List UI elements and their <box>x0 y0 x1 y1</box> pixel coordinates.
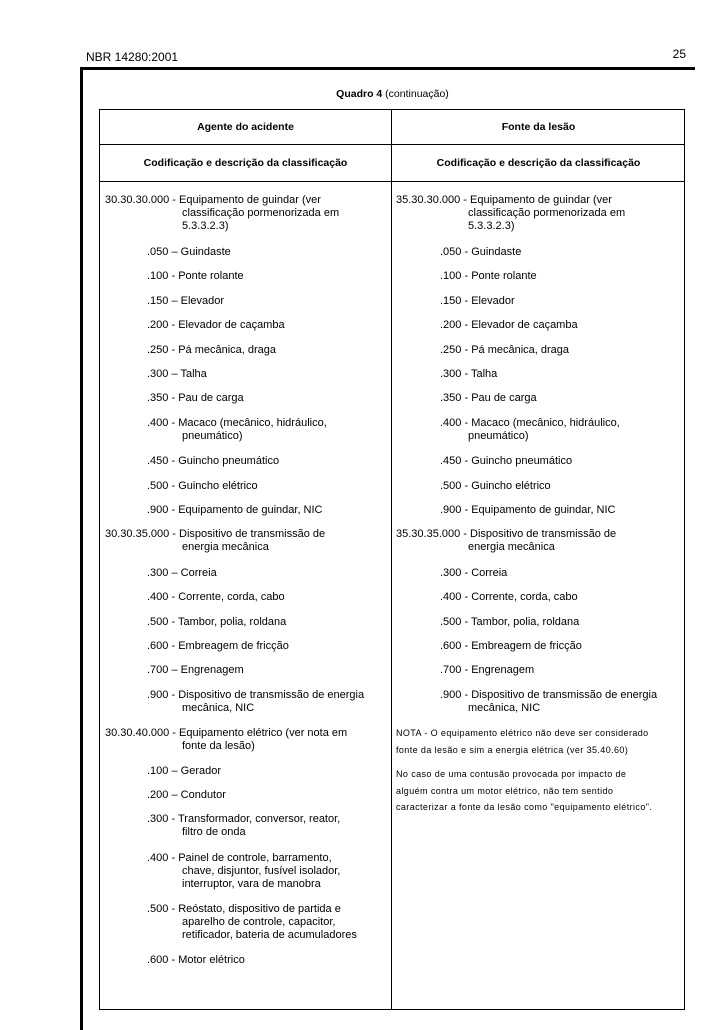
item-code: .100 - <box>440 270 472 282</box>
item-code: .900 - <box>440 504 472 516</box>
item-line <box>440 295 515 308</box>
list-item <box>440 567 507 580</box>
item-line <box>147 567 217 580</box>
list-item <box>147 591 285 604</box>
item-line <box>105 727 347 740</box>
item-code: .600 - <box>440 640 472 652</box>
list-item <box>147 455 279 468</box>
col-header-agente: Agente do acidente <box>197 121 294 133</box>
item-continuation: mecânica, NIC <box>182 702 255 714</box>
list-item <box>440 344 569 357</box>
item-text: Correia <box>180 567 217 579</box>
item-continuation: pneumático) <box>468 430 529 442</box>
item-text: Embreagem de fricção <box>471 640 582 652</box>
item-text: Painel de controle, barramento, <box>178 852 332 864</box>
item-code: .150 – <box>147 295 181 307</box>
item-text: Equipamento de guindar, NIC <box>178 504 323 516</box>
item-text: Guindaste <box>180 246 231 258</box>
header-rule <box>80 67 695 70</box>
item-code: .500 - <box>440 616 471 628</box>
item-code: .400 - <box>147 591 179 603</box>
item-code: .700 - <box>440 664 472 676</box>
item-line <box>147 455 279 468</box>
item-text: Ponte rolante <box>178 270 244 282</box>
item-line <box>147 504 323 517</box>
item-code: .250 - <box>147 344 179 356</box>
item-continuation: 5.3.3.2.3) <box>182 220 229 232</box>
list-item <box>147 640 289 653</box>
item-text: Transformador, conversor, reator, <box>178 813 341 825</box>
item-text: Ponte rolante <box>471 270 537 282</box>
item-code: .200 - <box>147 319 179 331</box>
item-code: .300 – <box>147 368 181 380</box>
item-line <box>147 903 357 916</box>
item-line <box>147 392 244 405</box>
item-code: .600 - <box>147 640 179 652</box>
list-item <box>147 567 217 580</box>
list-item <box>440 319 578 332</box>
item-continuation: aparelho de controle, capacitor, <box>182 916 336 928</box>
item-text: Guincho pneumático <box>471 455 573 467</box>
item-code: .100 – <box>147 765 181 777</box>
item-line <box>147 319 285 332</box>
item-line <box>147 789 226 802</box>
item-text: Pá mecânica, draga <box>471 344 570 356</box>
item-continuation: interruptor, vara de manobra <box>182 878 321 890</box>
item-line <box>147 295 224 308</box>
item-continuation: 5.3.3.2.3) <box>468 220 515 232</box>
item-text: Embreagem de fricção <box>178 640 289 652</box>
item-line <box>147 270 244 283</box>
item-code: 30.30.30.000 - <box>105 194 180 206</box>
item-line <box>440 567 507 580</box>
item-continuation: pneumático) <box>182 430 243 442</box>
item-line <box>147 480 258 493</box>
list-item <box>147 246 231 259</box>
item-code: .600 - <box>147 954 179 966</box>
item-code: .050 - <box>440 246 472 258</box>
item-continuation: fonte da lesão) <box>182 740 255 752</box>
item-text: Elevador <box>471 295 515 307</box>
list-item <box>440 640 582 653</box>
subheader-right: Codificação e descrição da classificação <box>436 157 641 169</box>
list-item <box>147 270 244 283</box>
item-code: .300 - <box>440 368 471 380</box>
list-item <box>147 480 258 493</box>
item-code: .900 - <box>440 689 472 701</box>
item-continuation: energia mecânica <box>468 541 555 553</box>
item-line <box>147 344 276 357</box>
item-line <box>440 640 582 653</box>
item-code: .250 - <box>440 344 472 356</box>
item-text: Pá mecânica, draga <box>178 344 277 356</box>
item-text: Reóstato, dispositivo de partida e <box>178 903 341 915</box>
item-line <box>147 765 221 778</box>
item-text: Equipamento de guindar, NIC <box>471 504 616 516</box>
item-code: .350 - <box>440 392 472 404</box>
list-item <box>147 954 245 967</box>
item-code: .500 - <box>147 480 179 492</box>
item-line <box>147 689 364 702</box>
item-code: 35.30.30.000 - <box>396 194 471 206</box>
list-item <box>105 528 325 554</box>
list-item <box>440 295 515 308</box>
item-line <box>396 528 616 541</box>
list-item <box>147 789 226 802</box>
list-item <box>147 392 244 405</box>
page-number: 25 <box>672 47 686 61</box>
list-item <box>147 616 286 629</box>
list-item <box>147 689 364 715</box>
list-item <box>147 903 357 942</box>
list-item <box>147 319 285 332</box>
caption-title: Quadro 4 <box>336 88 383 100</box>
list-item <box>147 664 244 677</box>
item-line <box>440 246 521 259</box>
list-item <box>440 417 620 443</box>
list-item <box>147 344 276 357</box>
nota-line: fonte da lesão e sim a energia elétrica (ver 35.40.60) <box>396 745 629 755</box>
item-text: Correia <box>471 567 508 579</box>
item-text: Elevador de caçamba <box>178 319 285 331</box>
row-divider <box>100 181 684 182</box>
item-text: Elevador de caçamba <box>471 319 578 331</box>
item-text: Engrenagem <box>180 664 244 676</box>
item-line <box>440 392 537 405</box>
item-code: .400 - <box>147 417 179 429</box>
item-line <box>440 417 620 430</box>
list-item <box>147 765 221 778</box>
item-line <box>440 689 657 702</box>
item-line <box>147 368 207 381</box>
item-text: Guindaste <box>471 246 522 258</box>
item-text: Gerador <box>180 765 221 777</box>
item-code: .100 - <box>147 270 179 282</box>
list-item <box>105 194 339 233</box>
nota-line: No caso de uma contusão provocada por impacto de <box>396 769 627 779</box>
list-item <box>147 852 340 891</box>
list-item <box>440 664 534 677</box>
item-text: Dispositivo de transmissão de energia <box>471 689 658 701</box>
list-item <box>440 504 616 517</box>
list-item <box>440 270 537 283</box>
item-line <box>147 640 289 653</box>
item-code: .200 - <box>440 319 472 331</box>
item-code: 30.30.35.000 - <box>105 528 180 540</box>
table-caption <box>100 88 685 100</box>
list-item <box>396 194 625 233</box>
item-line <box>440 664 534 677</box>
classification-table <box>99 109 685 1010</box>
item-line <box>440 455 572 468</box>
item-line <box>440 480 551 493</box>
item-line <box>147 664 244 677</box>
list-item <box>440 591 578 604</box>
item-continuation: chave, disjuntor, fusível isolador, <box>182 865 341 877</box>
item-line <box>396 194 625 207</box>
item-line <box>440 616 579 629</box>
item-text: Dispositivo de transmissão de <box>179 528 326 540</box>
caption-suffix: (continuação) <box>382 88 449 100</box>
item-text: Corrente, corda, cabo <box>471 591 578 603</box>
item-line <box>440 319 578 332</box>
col-header-fonte: Fonte da lesão <box>501 121 576 133</box>
item-code: .900 - <box>147 504 179 516</box>
item-line <box>147 813 340 826</box>
item-continuation: classificação pormenorizada em <box>468 207 626 219</box>
item-text: Equipamento de guindar (ver <box>179 194 321 206</box>
item-text: Talha <box>471 368 498 380</box>
item-text: Tambor, polia, roldana <box>178 616 287 628</box>
item-line <box>147 417 327 430</box>
nota-line: NOTA - O equipamento elétrico não deve ser considerado <box>396 728 649 738</box>
item-code: .200 – <box>147 789 181 801</box>
item-line <box>105 528 325 541</box>
item-text: Corrente, corda, cabo <box>178 591 285 603</box>
row-divider <box>100 144 684 145</box>
list-item <box>440 616 579 629</box>
list-item <box>147 504 323 517</box>
item-text: Dispositivo de transmissão de <box>470 528 617 540</box>
item-continuation: retificador, bateria de acumuladores <box>182 929 357 941</box>
list-item <box>440 455 572 468</box>
item-text: Talha <box>180 368 207 380</box>
list-item <box>396 528 616 554</box>
list-item <box>105 727 347 753</box>
item-text: Equipamento de guindar (ver <box>470 194 612 206</box>
item-code: .300 - <box>147 813 178 825</box>
item-continuation: mecânica, NIC <box>468 702 541 714</box>
item-code: .050 – <box>147 246 181 258</box>
item-line <box>440 504 616 517</box>
item-code: .400 - <box>147 852 179 864</box>
item-continuation: classificação pormenorizada em <box>182 207 340 219</box>
item-text: Engrenagem <box>471 664 535 676</box>
subheader-left: Codificação e descrição da classificação <box>143 157 348 169</box>
item-text: Macaco (mecânico, hidráulico, <box>471 417 620 429</box>
list-item <box>147 813 340 839</box>
item-text: Guincho elétrico <box>471 480 551 492</box>
item-code: .150 - <box>440 295 472 307</box>
item-text: Motor elétrico <box>178 954 245 966</box>
item-text: Equipamento elétrico (ver nota em <box>179 727 348 739</box>
item-line <box>147 616 286 629</box>
nota-line: alguém contra um motor elétrico, não tem sentido <box>396 786 614 796</box>
item-line <box>147 246 231 259</box>
list-item <box>440 368 497 381</box>
item-code: .500 - <box>440 480 472 492</box>
item-code: .400 - <box>440 417 472 429</box>
item-code: 35.30.35.000 - <box>396 528 471 540</box>
item-code: 30.30.40.000 - <box>105 727 180 739</box>
item-code: .400 - <box>440 591 472 603</box>
item-text: Dispositivo de transmissão de energia <box>178 689 365 701</box>
item-code: .500 - <box>147 903 179 915</box>
standard-number: NBR 14280:2001 <box>86 50 179 64</box>
nota-line: caracterizar a fonte da lesão como "equipamento elétrico". <box>396 802 653 812</box>
item-code: .450 - <box>440 455 472 467</box>
item-continuation: energia mecânica <box>182 541 269 553</box>
item-text: Pau de carga <box>471 392 537 404</box>
item-text: Guincho elétrico <box>178 480 258 492</box>
item-text: Condutor <box>180 789 226 801</box>
item-line <box>105 194 339 207</box>
item-code: .350 - <box>147 392 179 404</box>
item-continuation: filtro de onda <box>182 826 246 838</box>
column-divider <box>391 110 392 1009</box>
item-code: .300 - <box>440 567 472 579</box>
list-item <box>440 480 551 493</box>
item-text: Pau de carga <box>178 392 244 404</box>
item-line <box>147 852 340 865</box>
item-text: Tambor, polia, roldana <box>471 616 580 628</box>
item-code: .300 – <box>147 567 181 579</box>
list-item <box>147 368 207 381</box>
item-code: .900 - <box>147 689 179 701</box>
list-item <box>147 295 224 308</box>
item-text: Macaco (mecânico, hidráulico, <box>178 417 327 429</box>
item-line <box>440 270 537 283</box>
item-line <box>147 591 285 604</box>
item-line <box>440 368 497 381</box>
item-code: .700 – <box>147 664 181 676</box>
item-code: .500 - <box>147 616 178 628</box>
item-text: Elevador <box>180 295 225 307</box>
item-line <box>440 344 569 357</box>
item-line <box>147 954 245 967</box>
list-item <box>147 417 327 443</box>
list-item <box>440 689 657 715</box>
item-line <box>440 591 578 604</box>
item-text: Guincho pneumático <box>178 455 280 467</box>
item-code: .450 - <box>147 455 179 467</box>
list-item <box>440 246 521 259</box>
list-item <box>440 392 537 405</box>
margin-rule <box>80 67 83 1030</box>
